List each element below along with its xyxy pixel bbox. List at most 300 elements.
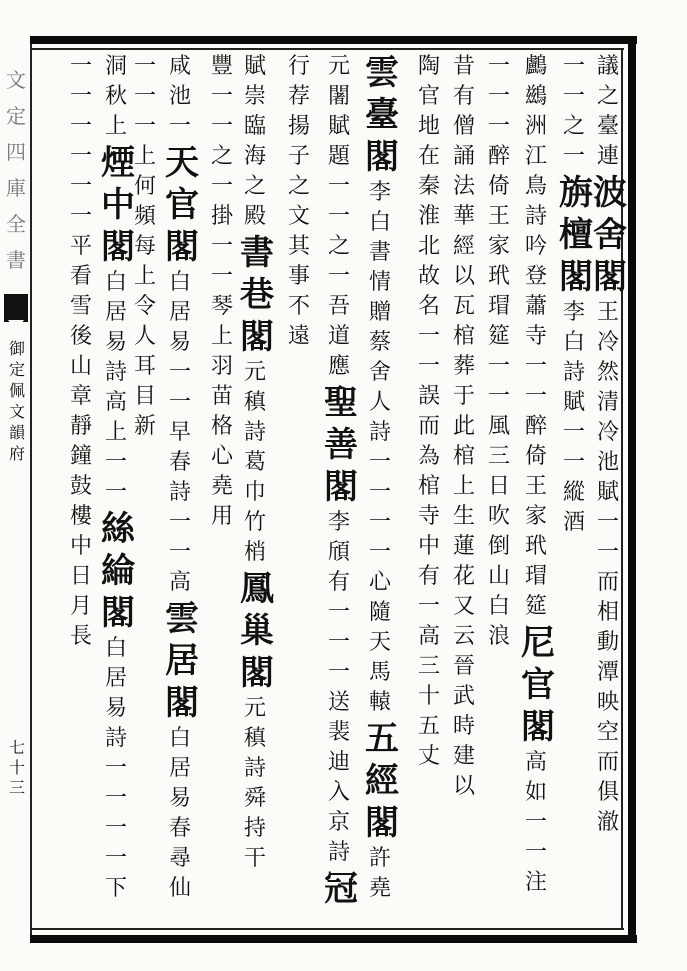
glyph: 子 — [287, 144, 310, 169]
glyph: 連 — [596, 144, 619, 169]
glyph: 高 — [417, 624, 440, 649]
glyph: 白 — [562, 330, 585, 355]
glyph: 風 — [487, 414, 510, 439]
glyph: 行 — [287, 54, 310, 79]
glyph: 誤 — [417, 384, 440, 409]
glyph: 一 — [327, 660, 350, 685]
glyph: 高 — [104, 390, 127, 415]
glyph: 鳥 — [524, 174, 547, 199]
glyph: 春 — [168, 816, 191, 841]
glyph: 閣 — [165, 227, 199, 267]
glyph: 元 — [327, 54, 350, 79]
book-title: 御定佩文韻府 — [8, 339, 25, 463]
glyph: 一 — [417, 594, 440, 619]
glyph: 詩 — [243, 756, 266, 781]
glyph: 遠 — [287, 324, 310, 349]
glyph: 心 — [368, 570, 391, 595]
glyph: 冷 — [596, 420, 619, 445]
glyph: 長 — [69, 624, 92, 649]
text-column — [66, 52, 96, 652]
glyph: 裴 — [327, 720, 350, 745]
glyph: 又 — [452, 594, 475, 619]
glyph: 白 — [104, 270, 127, 295]
glyph: 送 — [327, 690, 350, 715]
glyph: 稹 — [243, 726, 266, 751]
glyph: 揚 — [287, 114, 310, 139]
glyph: 家 — [524, 504, 547, 529]
glyph: 上 — [104, 420, 127, 445]
glyph: 白 — [168, 726, 191, 751]
glyph: 平 — [69, 234, 92, 259]
glyph: 春 — [168, 450, 191, 475]
glyph: 尼 — [521, 623, 555, 663]
glyph: 于 — [452, 384, 475, 409]
glyph: 之 — [210, 144, 233, 169]
glyph: 馬 — [368, 660, 391, 685]
glyph: 居 — [168, 300, 191, 325]
glyph: 格 — [210, 414, 233, 439]
glyph: 下 — [104, 876, 127, 901]
edge-title: 文定四庫全書 — [6, 68, 26, 272]
glyph: 而 — [596, 570, 619, 595]
glyph: 日 — [69, 564, 92, 589]
glyph: 尋 — [168, 846, 191, 871]
text-column — [484, 52, 514, 652]
glyph: 以 — [452, 774, 475, 799]
glyph: 議 — [596, 54, 619, 79]
glyph: 詩 — [104, 726, 127, 751]
glyph: 高 — [168, 570, 191, 595]
glyph: 殿 — [243, 204, 266, 229]
glyph: 一 — [104, 480, 127, 505]
glyph: 詩 — [243, 420, 266, 445]
glyph: 目 — [133, 384, 156, 409]
glyph: 官 — [417, 84, 440, 109]
glyph: 迪 — [327, 750, 350, 775]
glyph: 詩 — [524, 204, 547, 229]
glyph: 應 — [327, 354, 350, 379]
glyph: 棺 — [452, 444, 475, 469]
glyph: 動 — [596, 630, 619, 655]
glyph: 琴 — [210, 294, 233, 319]
glyph: 一 — [562, 450, 585, 475]
glyph: 樓 — [69, 504, 92, 529]
glyph: 一 — [562, 144, 585, 169]
text-column — [284, 52, 314, 352]
glyph: 波 — [593, 173, 627, 213]
glyph: 有 — [327, 570, 350, 595]
glyph: 贈 — [368, 300, 391, 325]
glyph: 寺 — [524, 324, 547, 349]
glyph: 每 — [133, 234, 156, 259]
glyph: 吟 — [524, 234, 547, 259]
glyph: 閣 — [593, 257, 627, 297]
glyph: 池 — [168, 84, 191, 109]
glyph: 賦 — [243, 54, 266, 79]
text-column — [559, 52, 593, 538]
glyph: 清 — [596, 390, 619, 415]
glyph: 竹 — [243, 510, 266, 535]
glyph: 醉 — [524, 414, 547, 439]
glyph: 花 — [452, 564, 475, 589]
glyph: 鳳 — [240, 569, 274, 609]
glyph: 事 — [287, 264, 310, 289]
glyph: 咸 — [168, 54, 191, 79]
glyph: 易 — [168, 330, 191, 355]
glyph: 闍 — [327, 84, 350, 109]
glyph: 居 — [104, 300, 127, 325]
frame-bottom-border — [30, 935, 637, 943]
glyph: 一 — [417, 324, 440, 349]
glyph: 棺 — [452, 324, 475, 349]
glyph: 一 — [210, 84, 233, 109]
glyph: 空 — [596, 720, 619, 745]
glyph: 家 — [487, 234, 510, 259]
glyph: 白 — [487, 594, 510, 619]
glyph: 澈 — [596, 810, 619, 835]
glyph: 以 — [452, 264, 475, 289]
glyph: 一 — [210, 264, 233, 289]
glyph: 閣 — [324, 467, 358, 507]
glyph: 俱 — [596, 780, 619, 805]
glyph: 一 — [104, 786, 127, 811]
glyph: 中 — [417, 534, 440, 559]
glyph: 頻 — [133, 204, 156, 229]
glyph: 巾 — [243, 480, 266, 505]
glyph: 一 — [562, 54, 585, 79]
frame-top-border — [30, 36, 637, 44]
glyph: 一 — [524, 384, 547, 409]
text-column — [207, 52, 237, 532]
glyph: 一 — [69, 144, 92, 169]
glyph: 元 — [243, 696, 266, 721]
inner-top-rule — [30, 48, 624, 50]
glyph: 一 — [368, 540, 391, 565]
glyph: 一 — [168, 114, 191, 139]
glyph: 看 — [69, 264, 92, 289]
glyph: 題 — [327, 144, 350, 169]
frame-right-border — [628, 36, 636, 943]
glyph: 潭 — [596, 660, 619, 685]
glyph: 情 — [368, 270, 391, 295]
glyph: 吾 — [327, 294, 350, 319]
glyph: 入 — [327, 780, 350, 805]
glyph: 洲 — [524, 114, 547, 139]
glyph: 雪 — [69, 294, 92, 319]
glyph: 之 — [596, 84, 619, 109]
glyph: 白 — [368, 210, 391, 235]
glyph: 一 — [562, 84, 585, 109]
glyph: 章 — [69, 384, 92, 409]
glyph: 鼓 — [69, 474, 92, 499]
glyph: 棺 — [417, 474, 440, 499]
glyph: 詩 — [327, 840, 350, 865]
glyph: 一 — [487, 354, 510, 379]
glyph: 為 — [417, 444, 440, 469]
glyph: 書 — [240, 233, 274, 273]
glyph: 縱 — [562, 480, 585, 505]
glyph: 一 — [210, 174, 233, 199]
glyph: 倒 — [487, 534, 510, 559]
glyph: 之 — [327, 234, 350, 259]
glyph: 蔡 — [368, 330, 391, 355]
glyph: 武 — [452, 684, 475, 709]
glyph: 王 — [487, 204, 510, 229]
glyph: 而 — [596, 750, 619, 775]
glyph: 人 — [368, 390, 391, 415]
glyph: 持 — [243, 816, 266, 841]
glyph: 旃 — [559, 173, 593, 213]
glyph: 一 — [210, 114, 233, 139]
glyph: 耳 — [133, 354, 156, 379]
glyph: 臺 — [596, 114, 619, 139]
page-number: 七十三 — [8, 738, 25, 797]
glyph: 生 — [452, 504, 475, 529]
glyph: 華 — [452, 204, 475, 229]
glyph: 善 — [324, 425, 358, 465]
glyph: 倚 — [487, 174, 510, 199]
glyph: 一 — [487, 84, 510, 109]
glyph: 一 — [104, 816, 127, 841]
glyph: 雲 — [165, 599, 199, 639]
inner-bottom-rule — [30, 928, 624, 930]
glyph: 早 — [168, 420, 191, 445]
glyph: 轅 — [368, 690, 391, 715]
glyph: 地 — [417, 114, 440, 139]
glyph: 白 — [104, 636, 127, 661]
glyph: 居 — [165, 641, 199, 681]
glyph: 池 — [596, 450, 619, 475]
glyph: 干 — [243, 846, 266, 871]
glyph: 賦 — [327, 114, 350, 139]
glyph: 一 — [327, 264, 350, 289]
glyph: 雲 — [365, 53, 399, 93]
glyph: 仙 — [168, 876, 191, 901]
glyph: 時 — [452, 714, 475, 739]
glyph: 王 — [596, 300, 619, 325]
glyph: 其 — [287, 234, 310, 259]
glyph: 之 — [287, 174, 310, 199]
glyph: 五 — [365, 719, 399, 759]
glyph: 煙 — [101, 143, 135, 183]
glyph: 崇 — [243, 84, 266, 109]
glyph: 易 — [104, 696, 127, 721]
glyph: 筵 — [487, 324, 510, 349]
glyph: 一 — [524, 810, 547, 835]
glyph: 僧 — [452, 114, 475, 139]
glyph: 經 — [365, 761, 399, 801]
glyph: 一 — [562, 420, 585, 445]
glyph: 一 — [327, 204, 350, 229]
glyph: 詩 — [562, 360, 585, 385]
glyph: 蓮 — [452, 534, 475, 559]
glyph: 一 — [133, 114, 156, 139]
glyph: 葬 — [452, 354, 475, 379]
glyph: 故 — [417, 264, 440, 289]
glyph: 一 — [168, 360, 191, 385]
glyph: 之 — [243, 174, 266, 199]
glyph: 聖 — [324, 383, 358, 423]
glyph: 梢 — [243, 540, 266, 565]
glyph: 李 — [562, 300, 585, 325]
glyph: 洞 — [104, 54, 127, 79]
glyph: 日 — [487, 474, 510, 499]
glyph: 一 — [69, 204, 92, 229]
glyph: 王 — [524, 474, 547, 499]
text-column — [165, 52, 199, 904]
glyph: 苗 — [210, 384, 233, 409]
glyph: 高 — [524, 750, 547, 775]
glyph: 十 — [417, 684, 440, 709]
glyph: 李 — [368, 180, 391, 205]
glyph: 官 — [165, 185, 199, 225]
glyph: 豐 — [210, 54, 233, 79]
glyph: 元 — [243, 360, 266, 385]
glyph: 臺 — [365, 95, 399, 135]
glyph: 一 — [487, 114, 510, 139]
glyph: 誦 — [452, 144, 475, 169]
glyph: 閣 — [559, 257, 593, 297]
text-column — [365, 52, 399, 904]
glyph: 冠 — [324, 869, 358, 909]
glyph: 筵 — [524, 594, 547, 619]
glyph: 令 — [133, 294, 156, 319]
glyph: 後 — [69, 324, 92, 349]
glyph: 一 — [596, 540, 619, 565]
glyph: 詩 — [104, 360, 127, 385]
glyph: 名 — [417, 294, 440, 319]
glyph: 隨 — [368, 600, 391, 625]
text-column — [240, 52, 274, 874]
glyph: 白 — [168, 270, 191, 295]
glyph: 瑁 — [524, 564, 547, 589]
glyph: 五 — [417, 714, 440, 739]
glyph: 閣 — [101, 593, 135, 633]
glyph: 北 — [417, 234, 440, 259]
text-column — [449, 52, 479, 802]
glyph: 一 — [487, 54, 510, 79]
glyph: 李 — [327, 510, 350, 535]
glyph: 此 — [452, 414, 475, 439]
glyph: 居 — [104, 666, 127, 691]
glyph: 丈 — [417, 744, 440, 769]
glyph: 賦 — [562, 390, 585, 415]
glyph: 道 — [327, 324, 350, 349]
glyph: 登 — [524, 264, 547, 289]
glyph: 不 — [287, 294, 310, 319]
glyph: 閣 — [365, 137, 399, 177]
glyph: 中 — [101, 185, 135, 225]
glyph: 巷 — [240, 275, 274, 315]
glyph: 昔 — [452, 54, 475, 79]
glyph: 上 — [104, 114, 127, 139]
glyph: 寺 — [417, 504, 440, 529]
glyph: 而 — [417, 414, 440, 439]
glyph: 一 — [417, 354, 440, 379]
glyph: 之 — [562, 114, 585, 139]
glyph: 上 — [210, 324, 233, 349]
glyph: 如 — [524, 780, 547, 805]
glyph: 新 — [133, 414, 156, 439]
glyph: 淮 — [417, 204, 440, 229]
glyph: 山 — [69, 354, 92, 379]
glyph: 一 — [524, 840, 547, 865]
glyph: 綸 — [101, 551, 135, 591]
glyph: 葛 — [243, 450, 266, 475]
glyph: 書 — [368, 240, 391, 265]
glyph: 詩 — [168, 480, 191, 505]
glyph: 瓦 — [452, 294, 475, 319]
glyph: 閣 — [521, 707, 555, 747]
glyph: 一 — [596, 510, 619, 535]
glyph: 堯 — [368, 876, 391, 901]
glyph: 一 — [104, 846, 127, 871]
glyph: 江 — [524, 144, 547, 169]
glyph: 賦 — [596, 480, 619, 505]
glyph: 閣 — [240, 653, 274, 693]
glyph: 一 — [327, 630, 350, 655]
glyph: 臨 — [243, 114, 266, 139]
glyph: 一 — [69, 114, 92, 139]
glyph: 鸕 — [524, 54, 547, 79]
glyph: 閣 — [365, 803, 399, 843]
glyph: 官 — [521, 665, 555, 705]
glyph: 醉 — [487, 144, 510, 169]
glyph: 秦 — [417, 174, 440, 199]
glyph: 詩 — [368, 420, 391, 445]
glyph: 在 — [417, 144, 440, 169]
glyph: 心 — [210, 444, 233, 469]
glyph: 靜 — [69, 414, 92, 439]
glyph: 天 — [165, 143, 199, 183]
text-column — [101, 52, 135, 904]
glyph: 注 — [524, 870, 547, 895]
text-column — [324, 52, 358, 910]
glyph: 三 — [417, 654, 440, 679]
glyph: 有 — [417, 564, 440, 589]
glyph: 一 — [487, 384, 510, 409]
fishtail-mark — [4, 294, 28, 322]
glyph: 上 — [133, 144, 156, 169]
glyph: 一 — [524, 354, 547, 379]
glyph: 京 — [327, 810, 350, 835]
glyph: 一 — [327, 174, 350, 199]
glyph: 巢 — [240, 611, 274, 651]
glyph: 月 — [69, 594, 92, 619]
glyph: 玳 — [524, 534, 547, 559]
glyph: 掛 — [210, 204, 233, 229]
glyph: 一 — [368, 480, 391, 505]
glyph: 晉 — [452, 654, 475, 679]
glyph: 何 — [133, 174, 156, 199]
glyph: 一 — [69, 54, 92, 79]
glyph: 一 — [368, 510, 391, 535]
glyph: 中 — [69, 534, 92, 559]
glyph: 浪 — [487, 624, 510, 649]
glyph: 許 — [368, 846, 391, 871]
glyph: 舍 — [593, 215, 627, 255]
glyph: 玳 — [487, 264, 510, 289]
glyph: 一 — [168, 510, 191, 535]
glyph: 相 — [596, 600, 619, 625]
glyph: 易 — [104, 330, 127, 355]
glyph: 云 — [452, 624, 475, 649]
glyph: 一 — [133, 84, 156, 109]
glyph: 倚 — [524, 444, 547, 469]
glyph: 一 — [69, 84, 92, 109]
glyph: 酒 — [562, 510, 585, 535]
glyph: 法 — [452, 174, 475, 199]
